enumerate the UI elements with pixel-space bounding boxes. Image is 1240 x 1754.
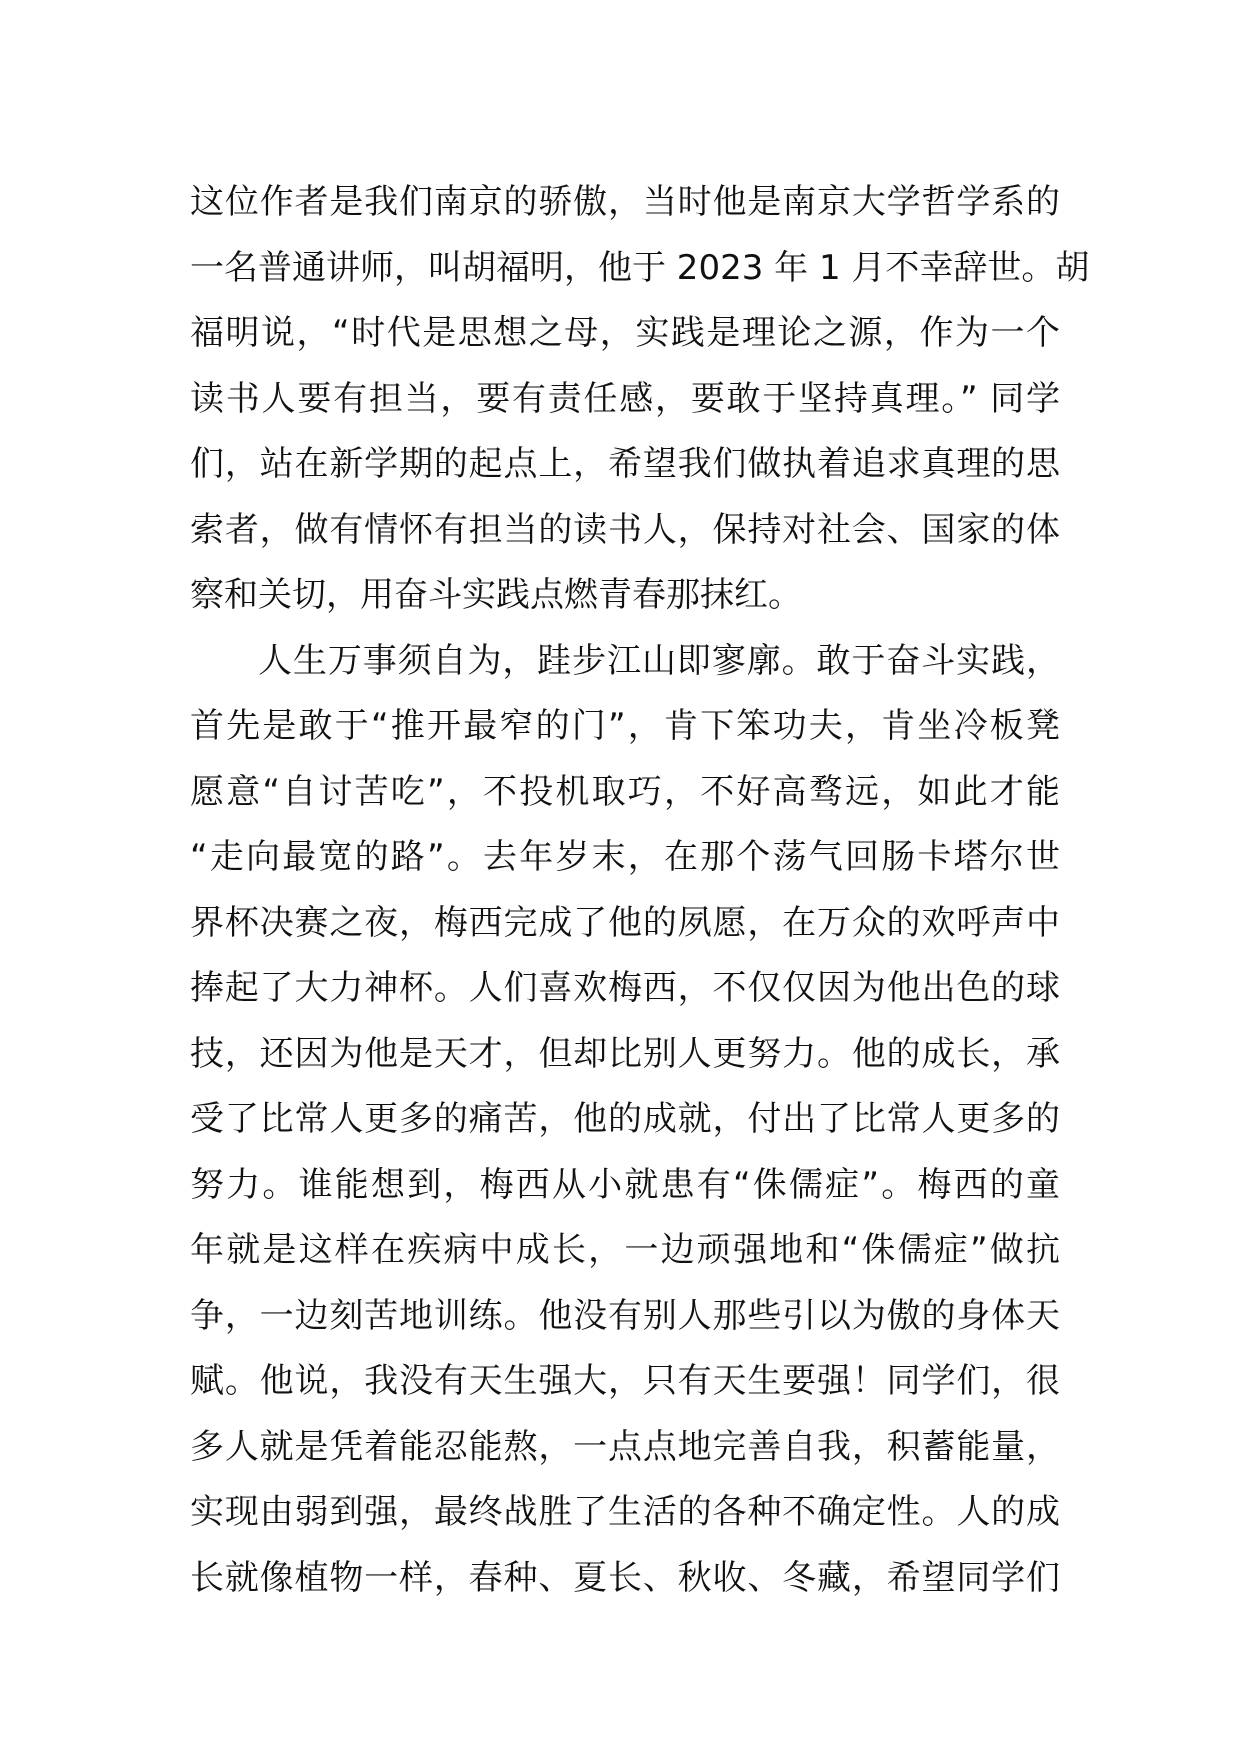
paragraph-2 — [190, 629, 1060, 1612]
text-line: “走向最宽的路”。去年岁末，在那个荡气回肠卡塔尔世 — [190, 837, 1060, 877]
text-line: 索者，做有情怀有担当的读书人，保持对社会、国家的体 — [190, 509, 1060, 550]
text-line: 人生万事须自为，跬步江山即寥廓。敢于奋斗实践， — [258, 640, 1060, 681]
text-line: 赋。他说，我没有天生强大，只有天生要强！同学们，很 — [190, 1361, 1060, 1401]
text-line: 一名普通讲师，叫胡福明，他于 2023 年 1 月不幸辞世。胡 — [190, 247, 1090, 288]
paragraph-1 — [190, 170, 1090, 629]
text-line: 年就是这样在疾病中成长，一边顽强地和“侏儒症”做抗 — [190, 1230, 1060, 1270]
text-line: 受了比常人更多的痛苦，他的成就，付出了比常人更多的 — [190, 1099, 1060, 1139]
text-line: 读书人要有担当，要有责任感，要敢于坚持真理。” 同学 — [190, 378, 1060, 419]
text-line: 捧起了大力神杯。人们喜欢梅西，不仅仅因为他出色的球 — [190, 968, 1060, 1008]
text-line: 愿意“自讨苦吃”，不投机取巧，不好高骛远，如此才能 — [190, 771, 1060, 812]
text-line: 界杯决赛之夜，梅西完成了他的夙愿，在万众的欢呼声中 — [190, 902, 1060, 943]
text-line: 多人就是凭着能忍能熬，一点点地完善自我，积蓄能量， — [190, 1426, 1060, 1467]
text-line: 察和关切，用奋斗实践点燃青春那抹红。 — [190, 575, 802, 615]
text-line: 福明说，“时代是思想之母，实践是理论之源，作为一个 — [190, 313, 1060, 353]
text-line: 首先是敢于“推开最窄的门”，肯下笨功夫，肯坐冷板凳 — [190, 706, 1060, 746]
document-body — [190, 170, 1090, 1611]
text-line: 长就像植物一样，春种、夏长、秋收、冬藏，希望同学们 — [190, 1557, 1060, 1598]
text-line: 技，还因为他是天才，但却比别人更努力。他的成长，承 — [190, 1033, 1060, 1074]
text-line: 这位作者是我们南京的骄傲，当时他是南京大学哲学系的 — [190, 182, 1060, 222]
text-line: 实现由弱到强，最终战胜了生活的各种不确定性。人的成 — [190, 1492, 1060, 1532]
text-line: 争，一边刻苦地训练。他没有别人那些引以为傲的身体天 — [190, 1295, 1060, 1336]
text-line: 努力。谁能想到，梅西从小就患有“侏儒症”。梅西的童 — [190, 1164, 1060, 1205]
text-line: 们，站在新学期的起点上，希望我们做执着追求真理的思 — [190, 444, 1060, 484]
